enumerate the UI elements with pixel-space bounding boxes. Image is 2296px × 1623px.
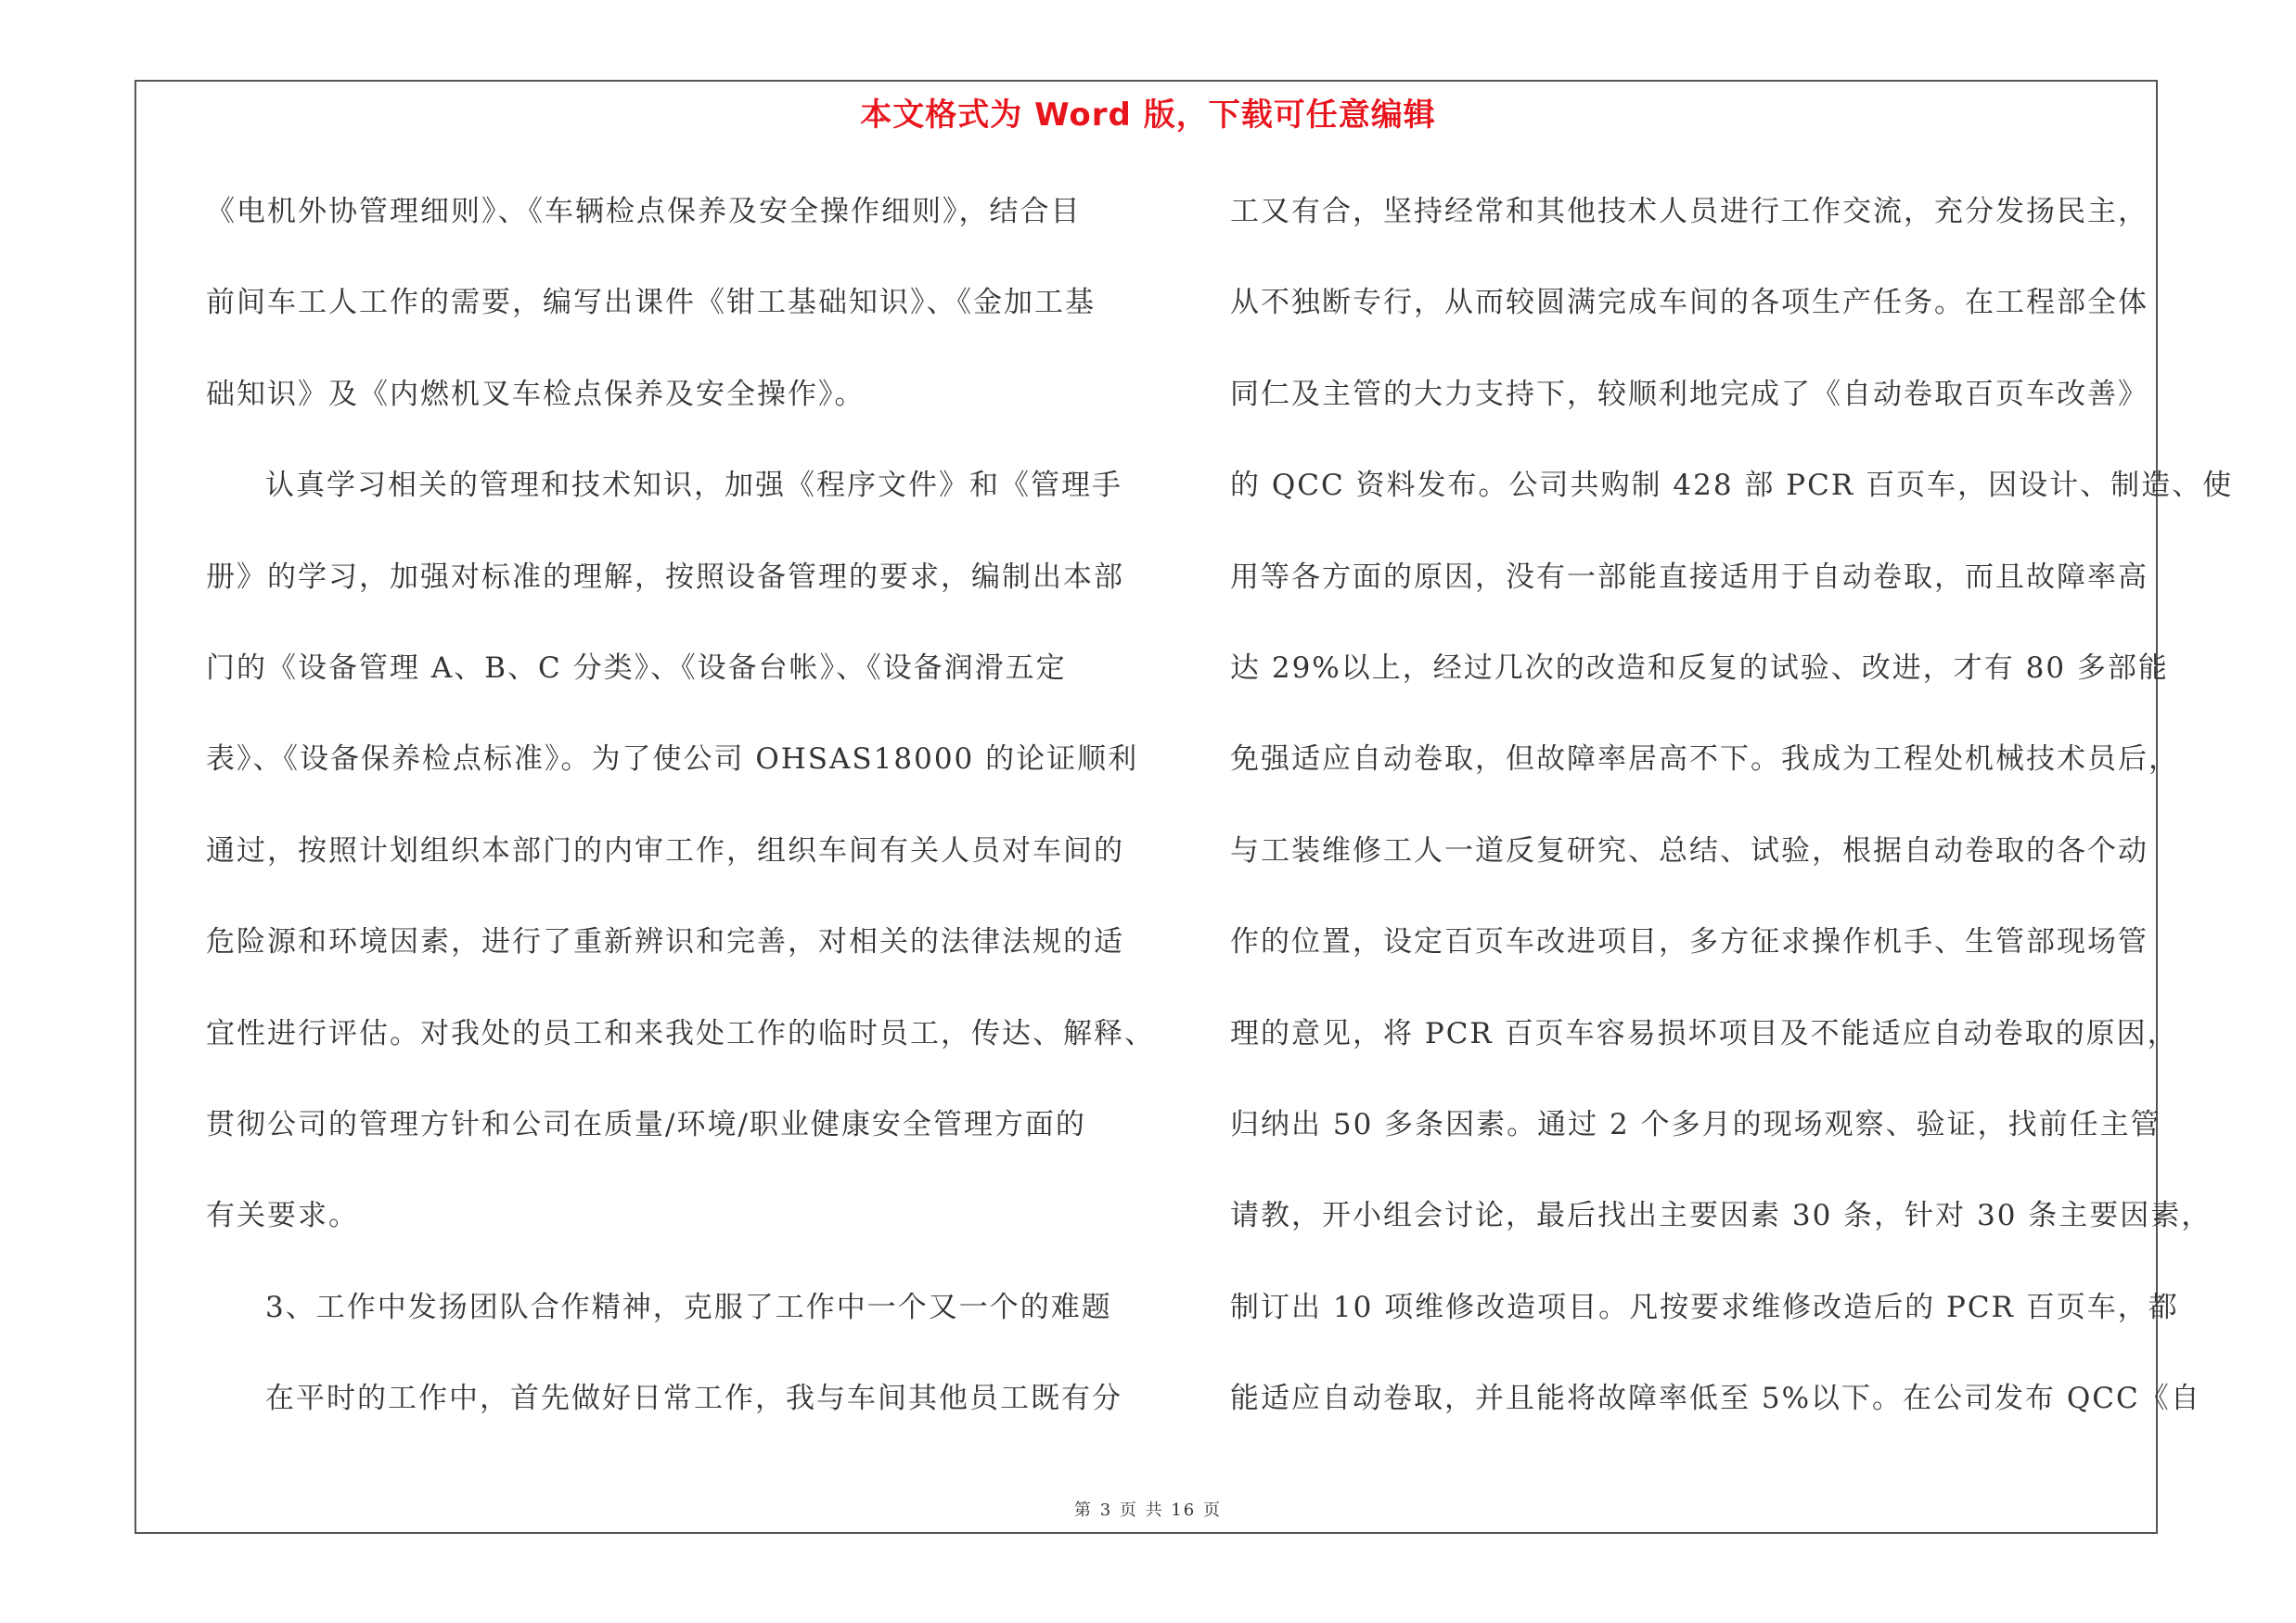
page-number-footer: 第 3 页 共 16 页 xyxy=(1074,1501,1222,1520)
text-line: 门的《设备管理 A、B、C 分类》、《设备台帐》、《设备润滑五定 xyxy=(206,650,1067,685)
text-line: 从不独断专行，从而较圆满完成车间的各项生产任务。在工程部全体 xyxy=(1230,286,2148,320)
text-line: 册》的学习，加强对标准的理解，按照设备管理的要求，编制出本部 xyxy=(206,560,1124,594)
text-line: 前间车工人工作的需要，编写出课件《钳工基础知识》、《金加工基 xyxy=(206,286,1096,320)
text-line: 的 QCC 资料发布。公司共购制 428 部 PCR 百页车，因设计、制造、使 xyxy=(1230,469,2234,503)
text-line: 理的意见，将 PCR 百页车容易损坏项目及不能适应自动卷取的原因， xyxy=(1230,1016,2178,1050)
text-line: 础知识》及《内燃机叉车检点保养及安全操作》。 xyxy=(206,377,866,411)
text-line: 请教，开小组会讨论，最后找出主要因素 30 条，针对 30 条主要因素， xyxy=(1230,1199,2213,1233)
text-line: 表》、《设备保养检点标准》。为了使公司 OHSAS18000 的论证顺利 xyxy=(206,742,1139,777)
text-line: 免强适应自动卷取，但故障率居高不下。我成为工程处机械技术员后， xyxy=(1230,742,2179,777)
text-line: 达 29%以上，经过几次的改造和反复的试验、改进，才有 80 多部能 xyxy=(1230,650,2169,685)
text-line: 3、工作中发扬团队合作精神，克服了工作中一个又一个的难题 xyxy=(265,1290,1112,1324)
text-line: 能适应自动卷取，并且能将故障率低至 5%以下。在公司发布 QCC《自 xyxy=(1230,1382,2201,1416)
text-line: 《电机外协管理细则》、《车辆检点保养及安全操作细则》，结合目 xyxy=(206,195,1082,228)
text-line: 同仁及主管的大力支持下，较顺利地完成了《自动卷取百页车改善》 xyxy=(1230,377,2148,411)
text-line: 贯彻公司的管理方针和公司在质量/环境/职业健康安全管理方面的 xyxy=(206,1107,1086,1141)
left-text-column xyxy=(206,182,1155,1460)
text-line: 用等各方面的原因，没有一部能直接适用于自动卷取，而且故障率高 xyxy=(1230,560,2148,594)
text-line: 工又有合，坚持经常和其他技术人员进行工作交流，充分发扬民主， xyxy=(1230,195,2148,228)
text-line: 归纳出 50 多条因素。通过 2 个多月的现场观察、验证，找前任主管 xyxy=(1230,1107,2161,1141)
text-line: 通过，按照计划组织本部门的内审工作，组织车间有关人员对车间的 xyxy=(206,833,1124,868)
text-line: 宜性进行评估。对我处的员工和来我处工作的临时员工，传达、解释、 xyxy=(206,1016,1155,1050)
text-line: 在平时的工作中，首先做好日常工作，我与车间其他员工既有分 xyxy=(265,1382,1122,1416)
text-line: 危险源和环境因素，进行了重新辨识和完善，对相关的法律法规的适 xyxy=(206,925,1124,960)
right-text-column xyxy=(1230,182,2234,1460)
text-line: 作的位置，设定百页车改进项目，多方征求操作机手、生管部现场管 xyxy=(1230,925,2148,960)
text-line: 与工装维修工人一道反复研究、总结、试验，根据自动卷取的各个动 xyxy=(1230,833,2148,868)
text-line: 认真学习相关的管理和技术知识，加强《程序文件》和《管理手 xyxy=(265,469,1122,503)
text-line: 有关要求。 xyxy=(206,1199,359,1233)
text-line: 制订出 10 项维修改造项目。凡按要求维修改造后的 PCR 百页车，都 xyxy=(1230,1290,2179,1324)
word-format-banner: 本文格式为 Word 版，下载可任意编辑 xyxy=(860,97,1436,134)
